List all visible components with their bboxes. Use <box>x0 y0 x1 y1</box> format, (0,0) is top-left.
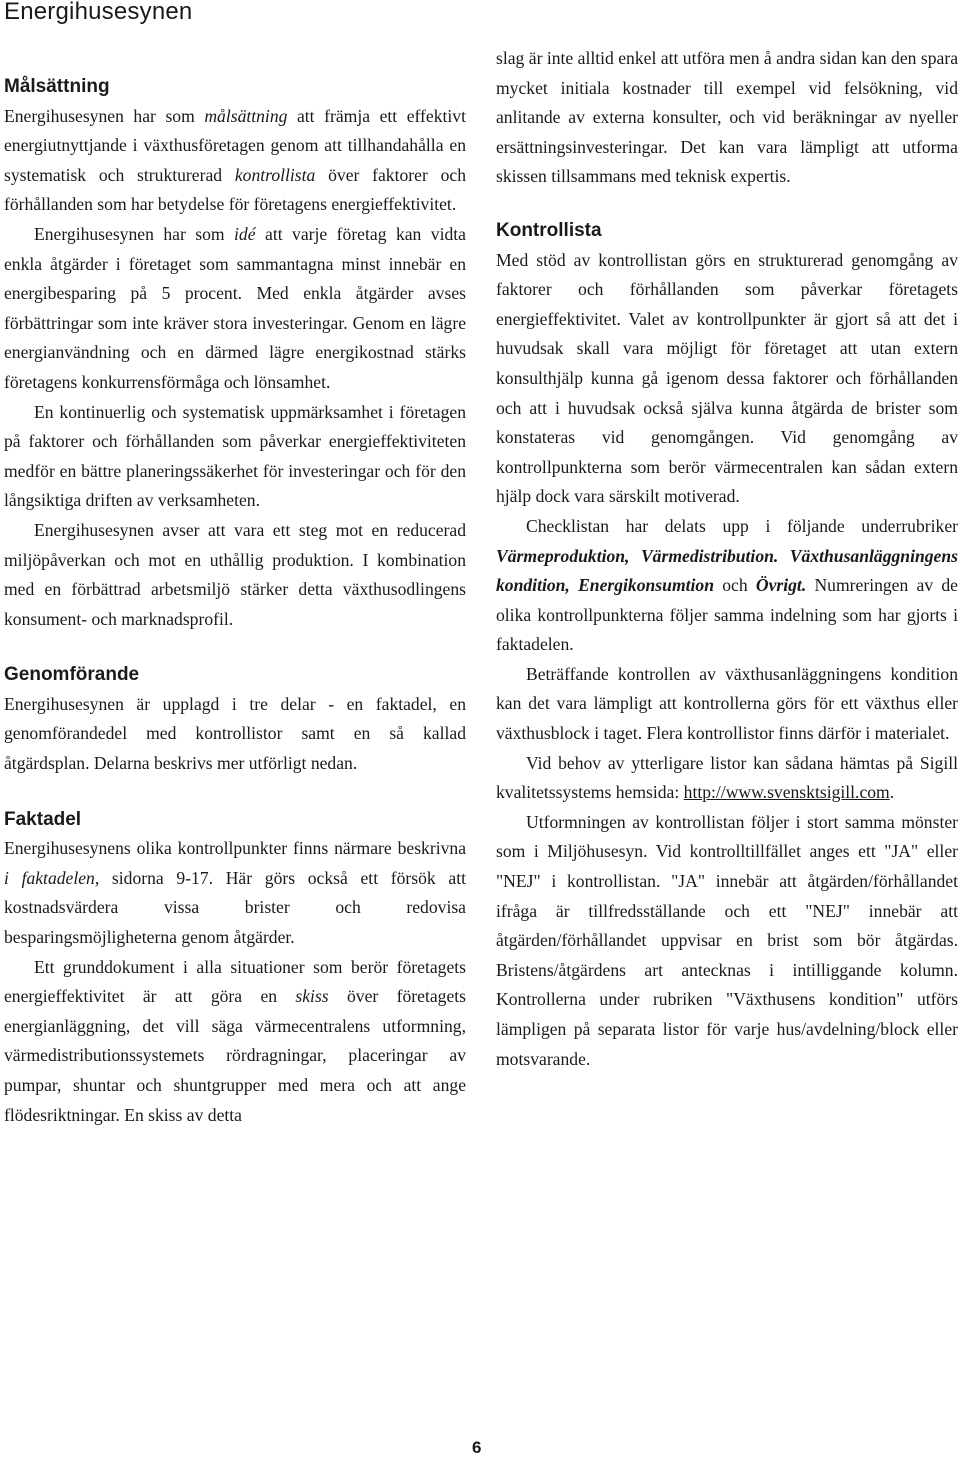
paragraph-malsattning-1: Energihusesynen har som målsättning att främja ett effektivt energiutnyttjande i växthusföretagen genom att tillhandahålla en systematisk och strukturerad kontrollista över faktorer och förhållanden som har betydelse för företagens energieffektivitet. <box>4 105 466 215</box>
paragraph-kontrollista-2: Checklistan har delats upp i följande underrubriker Värmeproduktion, Värmedistribution. Växthusanläggningens kondition, Energikonsumtion och Övrigt. Numreringen av de olika kontrollpunkterna följer samma indelning som har gjorts i faktadelen. <box>496 515 958 655</box>
heading-kontrollista: Kontrollista <box>496 219 602 241</box>
paragraph-faktadel-2-start: Ett grunddokument i alla situationer som berör företagets energieffektivitet är att göra en skiss över företagets energianläggning, det vill säga värmecentralens utformning, värmedistributionssystemets rördragningar, placeringar av pumpar, shuntar och shuntgrupper med mera och att ange flödesriktningar. En skiss av detta <box>4 956 466 1125</box>
heading-genomforande: Genomförande <box>4 664 140 686</box>
heading-faktadel: Faktadel <box>4 808 82 830</box>
heading-malsattning: Målsättning <box>4 76 110 97</box>
right-column <box>496 44 958 1074</box>
paragraph-kontrollista-5: Utformningen av kontrollistan följer i stort samma mönster som i Miljöhusesyn. Vid kontrolltillfället anges ett "JA" eller "NEJ" i kontrollistan. "JA" innebär att åtgärden/förhållandet ifråga är tillfredsställande och ett "NEJ" innebär att åtgärden/förhållandet uppvisar en brist som bör åtgärdas. Bristens/åtgärdens art antecknas i intilliggande kolumn. Kontrollerna under rubriken "Växthusens kondition" utförs lämpligen på separata listor för varje hus/avdelning/block eller motsvarande. <box>496 811 958 1069</box>
paragraph-faktadel-1: Energihusesynens olika kontrollpunkter finns närmare beskrivna i faktadelen, sidorna 9-17. Här görs också ett försök att kostnadsvärdera vissa brister och redovisa besparingsmöjligheterna genom åtgärder. <box>4 838 466 948</box>
paragraph-kontrollista-1: Med stöd av kontrollistan görs en strukturerad genomgång av faktorer och förhållanden som påverkar företagets energieffektivitet. Valet av kontrollpunkter är gjort så att det i huvudsak skall vara möjligt för företaget att utan extern konsulthjälp kunna gå igenom dessa faktorer och förhållanden och att i huvudsak också själva kunna åtgärda de brister som konstateras vid genomgången. Vid genomgång av kontrollpunkterna som berör värmecentralen kan sådan extern hjälp dock vara särskilt motiverad. <box>496 249 958 507</box>
page-number: 6 <box>472 1438 482 1457</box>
left-column <box>4 72 466 1130</box>
paragraph-kontrollista-4: Vid behov av ytterligare listor kan sådana hämtas på Sigill kvalitetssystems hemsida: http://www.svensktsigill.com. <box>496 752 958 803</box>
paragraph-kontrollista-3: Beträffande kontrollen av växthusanläggningens kondition kan det vara lämpligt att kontrollerna görs för ett växthus eller växthusblock i taget. Flera kontrollistor finns därför i materialet. <box>496 663 958 744</box>
sigill-website-link[interactable]: http://www.svensktsigill.com <box>683 782 890 803</box>
page-title: Energihusesynen <box>4 0 193 25</box>
paragraph-malsattning-4: Energihusesynen avser att vara ett steg mot en reducerad miljöpåverkan och mot en uthållig produktion. I kombination med en förbättrad arbetsmiljö stärker detta växthusodlingens konsument- och marknadsprofil. <box>4 519 466 629</box>
paragraph-malsattning-3: En kontinuerlig och systematisk uppmärksamhet i företagen på faktorer och förhållanden som påverkar energieffektiviteten medför en bättre planeringssäkerhet för investeringar och för den långsiktiga driften av verksamheten. <box>4 401 466 511</box>
paragraph-faktadel-2-continued: slag är inte alltid enkel att utföra men å andra sidan kan den spara mycket initiala kostnader till exempel vid felsökning, vid anlitande av externa konsulter, och vid beräkningar av nyeller ersättningsinvesteringar. Det kan vara lämpligt att utforma skissen tillsammans med teknisk expertis. <box>496 48 958 187</box>
paragraph-malsattning-2: Energihusesynen har som idé att varje företag kan vidta enkla åtgärder i företaget som sammantagna minst innebär en energibesparing på 5 procent. Med enkla åtgärder avses förbättringar som inte kräver stora investeringar. Genom en lägre energianvändning och en därmed lägre energikostnad stärks företagens konkurrensförmåga och lönsamhet. <box>4 223 466 392</box>
paragraph-genomforande-1: Energihusesynen är upplagd i tre delar - en faktadel, en genomförandedel med kontrollistor samt en så kallad åtgärdsplan. Delarna beskrivs mer utförligt nedan. <box>4 693 466 774</box>
